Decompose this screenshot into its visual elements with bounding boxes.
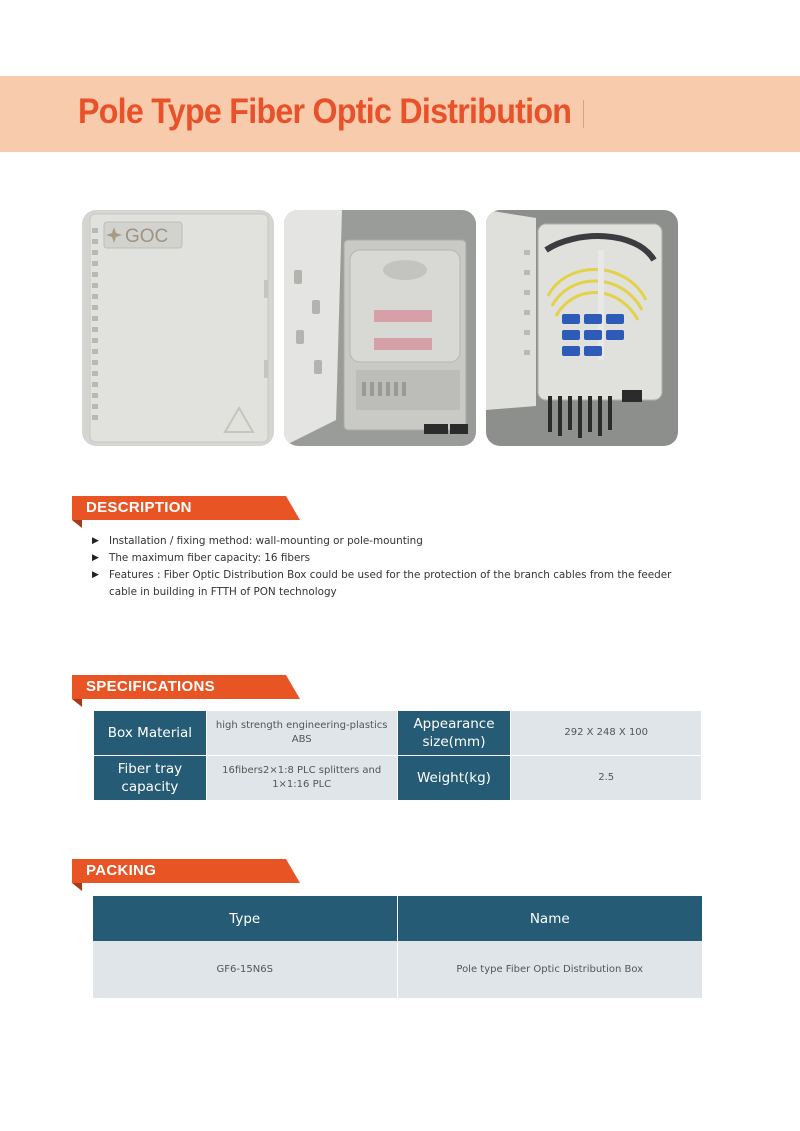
bullet-arrow-icon: ▶ [92, 553, 99, 563]
spec-label: Box Material [94, 711, 207, 756]
description-list [92, 533, 682, 601]
description-heading-label: DESCRIPTION [86, 499, 192, 516]
packing-heading [72, 859, 300, 883]
packing-table [93, 896, 702, 998]
title-divider [583, 100, 584, 128]
description-tab-fold [72, 520, 82, 528]
bullet-arrow-icon: ▶ [92, 570, 99, 580]
spec-value: 2.5 [511, 756, 702, 801]
spec-label: Weight(kg) [397, 756, 511, 801]
table-row [94, 756, 702, 801]
packing-type-cell: GF6-15N6S [93, 941, 397, 998]
column-header-name: Name [397, 896, 702, 941]
description-item-text: Features : Fiber Optic Distribution Box could be used for the protection of the branch cables from the feeder cable in building in FTTH of PON technology [109, 569, 672, 598]
description-item [92, 550, 682, 567]
product-photo-connectors [486, 210, 678, 446]
description-item [92, 567, 682, 601]
description-heading [72, 496, 300, 520]
product-photo-closed [82, 210, 274, 446]
specifications-heading [72, 675, 300, 699]
packing-tab-fold [72, 883, 82, 891]
page-title: Pole Type Fiber Optic Distribution [78, 92, 572, 131]
spec-label: Fiber tray capacity [94, 756, 207, 801]
spec-value: high strength engineering-plastics ABS [206, 711, 397, 756]
spec-label: Appearance size(mm) [397, 711, 511, 756]
packing-name-cell: Pole type Fiber Optic Distribution Box [397, 941, 702, 998]
column-header-type: Type [93, 896, 397, 941]
product-photo-open-tray [284, 210, 476, 446]
table-row [93, 941, 702, 998]
description-item [92, 533, 682, 550]
table-header-row [93, 896, 702, 941]
description-item-text: The maximum fiber capacity: 16 fibers [109, 552, 311, 564]
specifications-heading-label: SPECIFICATIONS [86, 678, 215, 695]
bullet-arrow-icon: ▶ [92, 536, 99, 546]
spec-value: 292 X 248 X 100 [511, 711, 702, 756]
brand-logo-text: GOC [125, 226, 169, 247]
table-row [94, 711, 702, 756]
specifications-tab-fold [72, 699, 82, 707]
specifications-table [93, 710, 702, 801]
packing-heading-label: PACKING [86, 862, 157, 879]
description-item-text: Installation / fixing method: wall-mounting or pole-mounting [109, 535, 423, 547]
spec-value: 16fibers2×1:8 PLC splitters and 1×1:16 PLC [206, 756, 397, 801]
